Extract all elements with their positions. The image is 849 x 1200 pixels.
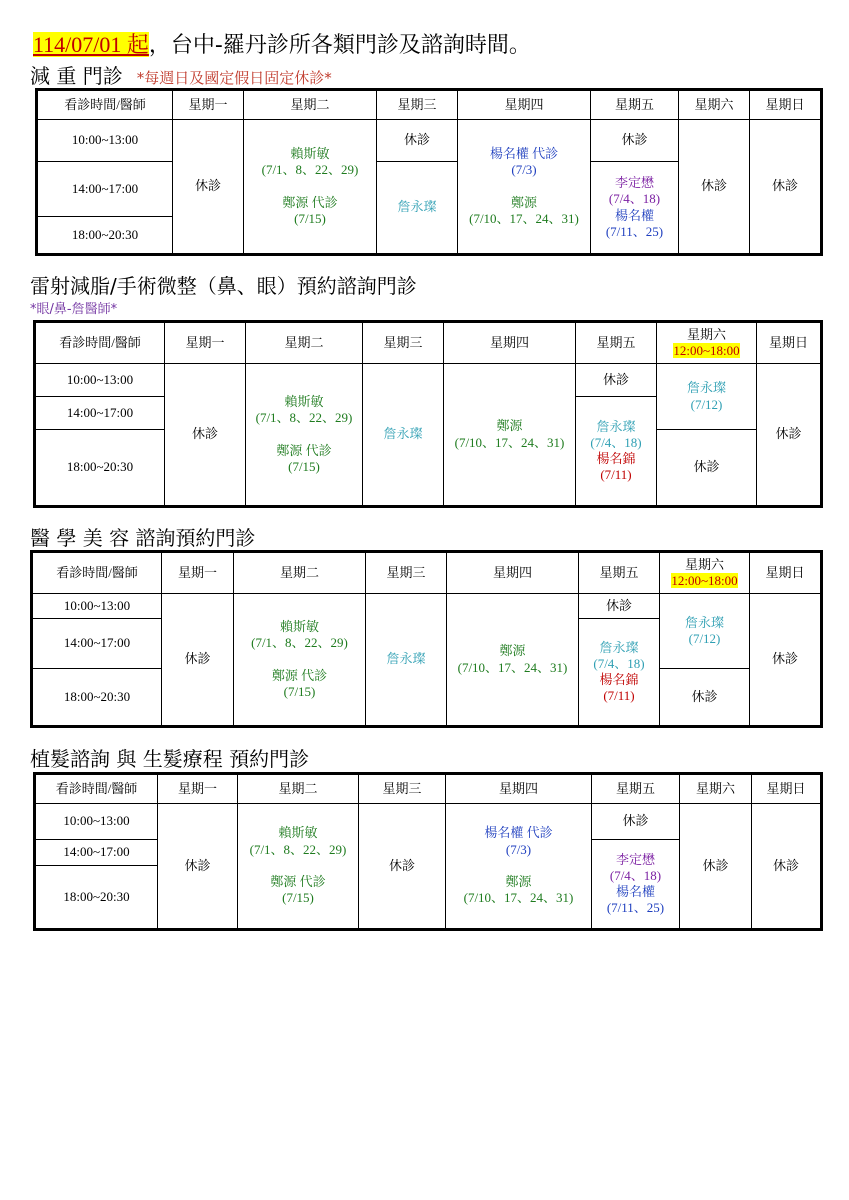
time-slot: 10:00~13:00 [32, 594, 162, 619]
table-row [35, 804, 822, 840]
time-slot: 18:00~20:30 [37, 217, 173, 255]
time-slot: 10:00~13:00 [35, 364, 165, 397]
schedule-cell: 賴斯敏 (7/1、8、22、29) 鄭源 代診 (7/15) [246, 364, 363, 507]
header-row [35, 774, 822, 804]
col-header: 星期六 12:00~18:00 [660, 552, 750, 594]
weight-loss-schedule-table [35, 88, 823, 256]
schedule-cell: 李定懋 (7/4、18) 楊名權 (7/11、25) [591, 162, 679, 255]
section-laser-heading [30, 270, 417, 299]
time-slot: 18:00~20:30 [35, 430, 165, 507]
col-header: 星期五 [592, 774, 680, 804]
closed-cell: 休診 [591, 120, 679, 162]
schedule-cell: 李定懋 (7/4、18) 楊名權 (7/11、25) [592, 840, 680, 930]
closed-cell: 休診 [576, 364, 657, 397]
closed-cell: 休診 [158, 804, 238, 930]
col-header: 看診時間/醫師 [35, 322, 165, 364]
col-header: 星期三 [359, 774, 446, 804]
closed-cell: 休診 [377, 120, 458, 162]
col-header: 看診時間/醫師 [32, 552, 162, 594]
section-aesthetics-heading [30, 522, 255, 551]
section-note: *每週日及國定假日固定休診* [136, 69, 332, 87]
col-header: 星期日 [757, 322, 822, 364]
col-header: 星期六 [679, 90, 750, 120]
closed-cell: 休診 [750, 594, 822, 727]
col-header: 星期六 [680, 774, 752, 804]
col-header: 星期三 [366, 552, 447, 594]
time-slot: 10:00~13:00 [37, 120, 173, 162]
col-header: 看診時間/醫師 [35, 774, 158, 804]
closed-cell: 休診 [162, 594, 234, 727]
col-header: 星期三 [363, 322, 444, 364]
time-slot: 14:00~17:00 [32, 619, 162, 669]
page-title [33, 28, 531, 59]
col-header: 星期一 [158, 774, 238, 804]
table-row [37, 120, 822, 162]
col-header: 星期二 [244, 90, 377, 120]
closed-cell: 休診 [592, 804, 680, 840]
schedule-cell: 詹永璨 (7/4、18) 楊名錦 (7/11) [579, 619, 660, 727]
time-slot: 18:00~20:30 [35, 866, 158, 930]
schedule-cell: 賴斯敏 (7/1、8、22、29) 鄭源 代診 (7/15) [238, 804, 359, 930]
col-header: 星期四 [444, 322, 576, 364]
col-header: 星期一 [165, 322, 246, 364]
schedule-cell: 楊名權 代診 (7/3) 鄭源 (7/10、17、24、31) [446, 804, 592, 930]
table-row [32, 594, 822, 619]
col-header: 星期三 [377, 90, 458, 120]
time-slot: 14:00~17:00 [37, 162, 173, 217]
section-title: 減 重 門診 [30, 64, 123, 88]
col-header: 星期六 12:00~18:00 [657, 322, 757, 364]
closed-cell: 休診 [359, 804, 446, 930]
section-weight-loss-heading [30, 60, 332, 89]
title-text: ，台中-羅丹診所各類門診及諮詢時間。 [148, 33, 531, 58]
schedule-cell: 鄭源 (7/10、17、24、31) [447, 594, 579, 727]
closed-cell: 休診 [579, 594, 660, 619]
schedule-cell: 鄭源 (7/10、17、24、31) [444, 364, 576, 507]
schedule-cell: 賴斯敏 (7/1、8、22、29) 鄭源 代診 (7/15) [244, 120, 377, 255]
section-title: 植髮諮詢 與 生髮療程 預約門診 [30, 747, 310, 771]
schedule-cell: 賴斯敏 (7/1、8、22、29) 鄭源 代診 (7/15) [234, 594, 366, 727]
time-slot: 18:00~20:30 [32, 669, 162, 727]
col-header: 星期二 [234, 552, 366, 594]
section-title: 雷射減脂/手術微整（鼻、眼）預約諮詢門診 [30, 274, 417, 298]
time-slot: 10:00~13:00 [35, 804, 158, 840]
col-header: 星期日 [750, 90, 822, 120]
hair-schedule-table [33, 772, 823, 931]
time-slot: 14:00~17:00 [35, 397, 165, 430]
closed-cell: 休診 [657, 430, 757, 507]
table-row [35, 364, 822, 397]
closed-cell: 休診 [680, 804, 752, 930]
col-header: 星期二 [246, 322, 363, 364]
laser-schedule-table [33, 320, 823, 508]
col-header: 星期四 [447, 552, 579, 594]
col-header: 星期一 [162, 552, 234, 594]
schedule-cell: 楊名權 代診 (7/3) 鄭源 (7/10、17、24、31) [458, 120, 591, 255]
col-header: 星期五 [579, 552, 660, 594]
closed-cell: 休診 [679, 120, 750, 255]
closed-cell: 休診 [757, 364, 822, 507]
col-header: 星期四 [446, 774, 592, 804]
col-header: 星期五 [576, 322, 657, 364]
closed-cell: 休診 [750, 120, 822, 255]
schedule-cell: 詹永璨 [377, 162, 458, 255]
col-header: 星期一 [173, 90, 244, 120]
col-header: 星期日 [750, 552, 822, 594]
col-header: 看診時間/醫師 [37, 90, 173, 120]
header-row [32, 552, 822, 594]
schedule-cell: 詹永璨 (7/4、18) 楊名錦 (7/11) [576, 397, 657, 507]
schedule-cell: 詹永璨 (7/12) [657, 364, 757, 430]
section-note: *眼/鼻-詹醫師* [30, 302, 118, 317]
col-header: 星期四 [458, 90, 591, 120]
closed-cell: 休診 [752, 804, 822, 930]
start-date: 114/07/01 起 [33, 32, 149, 57]
closed-cell: 休診 [660, 669, 750, 727]
closed-cell: 休診 [173, 120, 244, 255]
time-slot: 14:00~17:00 [35, 840, 158, 866]
closed-cell: 休診 [165, 364, 246, 507]
section-title: 醫 學 美 容 諮詢預約門診 [30, 526, 256, 550]
header-row [37, 90, 822, 120]
schedule-cell: 詹永璨 [363, 364, 444, 507]
col-header: 星期日 [752, 774, 822, 804]
schedule-cell: 詹永璨 [366, 594, 447, 727]
col-header: 星期五 [591, 90, 679, 120]
section-hair-heading [30, 743, 309, 772]
aesthetics-schedule-table [30, 550, 823, 728]
schedule-cell: 詹永璨 (7/12) [660, 594, 750, 669]
col-header: 星期二 [238, 774, 359, 804]
header-row [35, 322, 822, 364]
